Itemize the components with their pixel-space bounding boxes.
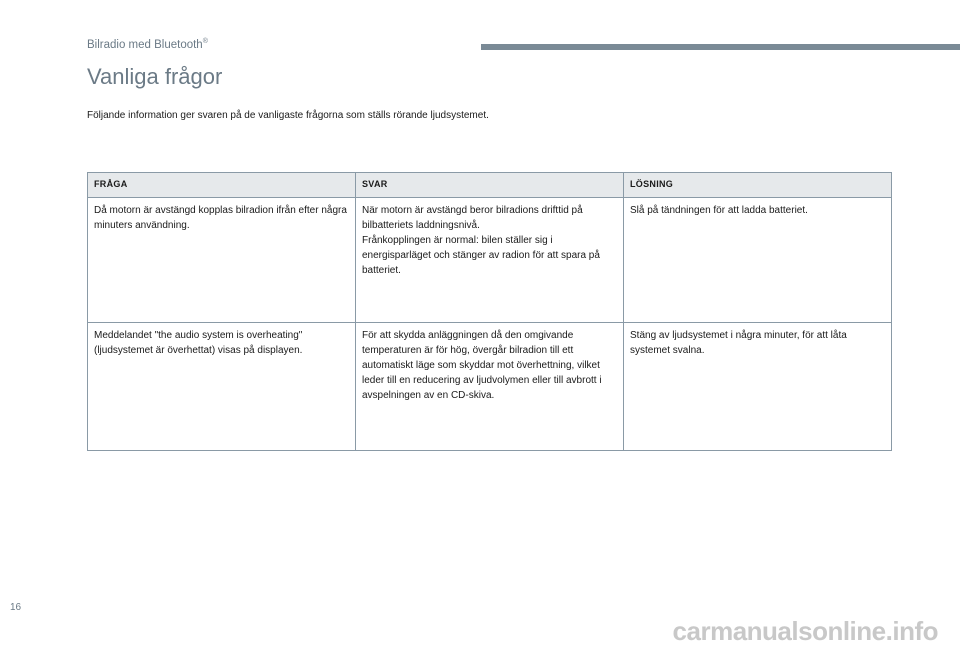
question-cell: Då motorn är avstängd kopplas bilradion ifrån efter några minuters användning.	[88, 198, 356, 323]
column-header-solution: LÖSNING	[624, 173, 892, 198]
answer-cell	[356, 198, 624, 323]
solution-cell: Stäng av ljudsystemet i några minuter, för att låta systemet svalna.	[624, 323, 892, 451]
table-row	[88, 323, 892, 451]
column-header-answer: SVAR	[356, 173, 624, 198]
table-row	[88, 198, 892, 323]
answer-text: När motorn är avstängd beror bilradions drifttid på bilbatteriets laddningsnivå.	[362, 205, 583, 231]
intro-text: Följande information ger svaren på de vanligaste frågorna som ställs rörande ljudsystemet.	[87, 110, 489, 121]
section-header-text: Bilradio med Bluetooth	[87, 38, 203, 51]
solution-cell: Slå på tändningen för att ladda batteriet.	[624, 198, 892, 323]
page-title: Vanliga frågor	[87, 64, 223, 89]
section-header	[87, 38, 208, 51]
page-number: 16	[10, 602, 22, 613]
watermark: carmanualsonline.info	[672, 616, 938, 646]
header-bar	[481, 44, 960, 50]
registered-mark: ®	[202, 38, 208, 45]
table-header-row	[88, 173, 892, 198]
faq-table	[87, 172, 892, 451]
answer-cell: För att skydda anläggningen då den omgivande temperaturen är för hög, övergår bilradion till ett automatiskt läge som skyddar mot överhettning, vilket leder till en reducering av ljudvolymen eller till avbrott i avspelningen av en CD-skiva.	[356, 323, 624, 451]
question-cell: Meddelandet "the audio system is overheating" (ljudsystemet är överhettat) visas på displayen.	[88, 323, 356, 451]
column-header-question: FRÅGA	[88, 173, 356, 198]
answer-extra-text: Frånkopplingen är normal: bilen ställer sig i energisparläget och stänger av radion för att spara på batteriet.	[362, 235, 600, 276]
